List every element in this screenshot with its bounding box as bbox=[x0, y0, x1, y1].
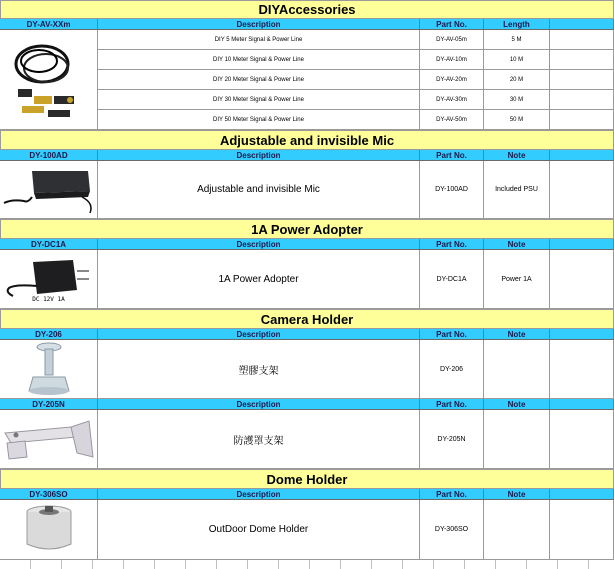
row-empty bbox=[550, 90, 614, 110]
row-part-no: DY-DC1A bbox=[420, 250, 484, 309]
header-description: Description bbox=[98, 150, 420, 160]
plastic-bracket-image bbox=[0, 340, 98, 399]
table-row bbox=[98, 110, 614, 130]
section-title-text: Dome Holder bbox=[266, 471, 348, 487]
header-description: Description bbox=[98, 489, 420, 499]
header-note: Note bbox=[484, 239, 550, 249]
header-model: DY-DC1A bbox=[0, 239, 98, 249]
header-description: Description bbox=[98, 239, 420, 249]
adapter-rating-label: DC 12V 1A bbox=[32, 295, 65, 303]
header-model: DY-AV-XXm bbox=[0, 19, 98, 29]
row-note bbox=[484, 410, 550, 469]
header-part-no: Part No. bbox=[420, 19, 484, 29]
section-title-text: 1A Power Adopter bbox=[251, 221, 363, 237]
microphone-image bbox=[0, 161, 98, 219]
header-note: Note bbox=[484, 150, 550, 160]
row-part-no: DY-AV-05m bbox=[420, 30, 484, 50]
table-row bbox=[98, 70, 614, 90]
header-empty bbox=[550, 489, 614, 499]
row-part-no: DY-205N bbox=[420, 410, 484, 469]
table-row bbox=[0, 250, 614, 309]
header-empty bbox=[550, 239, 614, 249]
section-title-text: DIYAccessories bbox=[258, 2, 356, 17]
header-description: Description bbox=[98, 19, 420, 29]
power-adapter-icon bbox=[3, 256, 95, 300]
header-row-mic bbox=[0, 150, 614, 161]
header-part-no: Part No. bbox=[420, 399, 484, 409]
row-description: DIY 10 Meter Signal & Power Line bbox=[98, 50, 420, 70]
header-model: DY-206 bbox=[0, 329, 98, 339]
header-row-dome bbox=[0, 489, 614, 500]
section-title-mic bbox=[0, 130, 614, 150]
header-part-no: Part No. bbox=[420, 150, 484, 160]
row-description: 防護罩支架 bbox=[98, 410, 420, 469]
header-note: Note bbox=[484, 489, 550, 499]
table-row bbox=[98, 90, 614, 110]
row-empty bbox=[550, 250, 614, 309]
power-adapter-image bbox=[0, 250, 98, 309]
header-note: Note bbox=[484, 329, 550, 339]
table-row bbox=[98, 50, 614, 70]
row-description: OutDoor Dome Holder bbox=[98, 500, 420, 560]
row-empty bbox=[550, 500, 614, 560]
dome-holder-image bbox=[0, 500, 98, 560]
row-note: Power 1A bbox=[484, 250, 550, 309]
header-row-205n bbox=[0, 399, 614, 410]
header-length: Length bbox=[484, 19, 550, 29]
header-note: Note bbox=[484, 399, 550, 409]
header-part-no: Part No. bbox=[420, 489, 484, 499]
table-row bbox=[98, 30, 614, 50]
row-part-no: DY-AV-10m bbox=[420, 50, 484, 70]
header-row-power bbox=[0, 239, 614, 250]
row-length: 10 M bbox=[484, 50, 550, 70]
header-empty bbox=[550, 399, 614, 409]
row-description: 1A Power Adopter bbox=[98, 250, 420, 309]
diy-rows bbox=[98, 30, 614, 130]
row-length: 50 M bbox=[484, 110, 550, 130]
row-empty bbox=[550, 110, 614, 130]
section-title-power-adopter bbox=[0, 219, 614, 239]
header-empty bbox=[550, 329, 614, 339]
header-empty bbox=[550, 150, 614, 160]
row-description: DIY 50 Meter Signal & Power Line bbox=[98, 110, 420, 130]
section-title-diy-accessories bbox=[0, 0, 614, 19]
plastic-bracket-icon bbox=[19, 341, 79, 397]
row-note: Included PSU bbox=[484, 161, 550, 219]
header-part-no: Part No. bbox=[420, 329, 484, 339]
row-empty bbox=[550, 50, 614, 70]
row-part-no: DY-306SO bbox=[420, 500, 484, 560]
housing-bracket-image bbox=[0, 410, 98, 469]
header-part-no: Part No. bbox=[420, 239, 484, 249]
table-row bbox=[0, 410, 614, 469]
row-note bbox=[484, 500, 550, 560]
row-description: Adjustable and invisible Mic bbox=[98, 161, 420, 219]
dome-holder-icon bbox=[19, 502, 79, 558]
row-part-no: DY-100AD bbox=[420, 161, 484, 219]
section-title-text: Adjustable and invisible Mic bbox=[219, 132, 395, 148]
row-empty bbox=[550, 70, 614, 90]
diy-body bbox=[0, 30, 614, 130]
section-title-text: Camera Holder bbox=[260, 311, 354, 327]
row-empty bbox=[550, 340, 614, 399]
row-part-no: DY-AV-50m bbox=[420, 110, 484, 130]
row-length: 5 M bbox=[484, 30, 550, 50]
table-row bbox=[0, 340, 614, 399]
row-description: DIY 5 Meter Signal & Power Line bbox=[98, 30, 420, 50]
header-row-206 bbox=[0, 329, 614, 340]
row-description: 塑膠支架 bbox=[98, 340, 420, 399]
av-cable-icon bbox=[4, 34, 94, 126]
row-part-no: DY-206 bbox=[420, 340, 484, 399]
bottom-grid-strip bbox=[0, 560, 614, 569]
row-empty bbox=[550, 30, 614, 50]
housing-bracket-icon bbox=[1, 413, 97, 465]
table-row bbox=[0, 161, 614, 219]
header-model: DY-306SO bbox=[0, 489, 98, 499]
header-empty bbox=[550, 19, 614, 29]
row-length: 30 M bbox=[484, 90, 550, 110]
section-title-dome-holder bbox=[0, 469, 614, 489]
microphone-icon bbox=[2, 163, 96, 217]
table-row bbox=[0, 500, 614, 560]
row-empty bbox=[550, 161, 614, 219]
header-row-diy bbox=[0, 19, 614, 30]
row-part-no: DY-AV-30m bbox=[420, 90, 484, 110]
header-model: DY-205N bbox=[0, 399, 98, 409]
row-length: 20 M bbox=[484, 70, 550, 90]
header-description: Description bbox=[98, 329, 420, 339]
header-description: Description bbox=[98, 399, 420, 409]
section-title-camera-holder bbox=[0, 309, 614, 329]
row-note bbox=[484, 340, 550, 399]
av-cable-image bbox=[0, 30, 98, 130]
row-part-no: DY-AV-20m bbox=[420, 70, 484, 90]
row-empty bbox=[550, 410, 614, 469]
row-description: DIY 20 Meter Signal & Power Line bbox=[98, 70, 420, 90]
header-model: DY-100AD bbox=[0, 150, 98, 160]
row-description: DIY 30 Meter Signal & Power Line bbox=[98, 90, 420, 110]
